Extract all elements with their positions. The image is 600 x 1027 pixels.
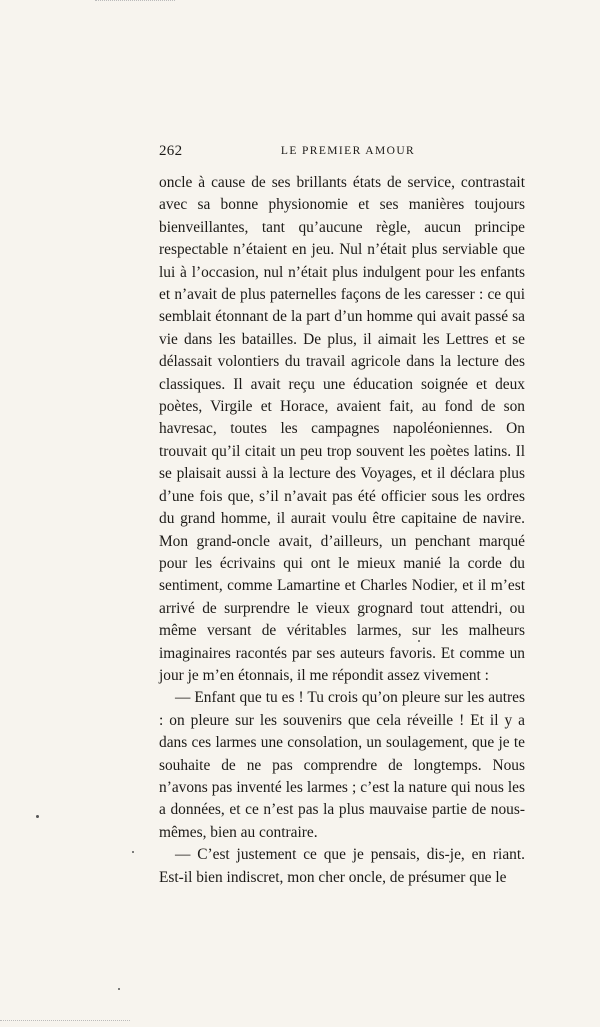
ink-speck (418, 640, 420, 642)
page-header (159, 143, 525, 163)
ink-speck (36, 815, 39, 818)
scan-edge-marks (95, 0, 175, 4)
ink-speck (118, 988, 120, 990)
page-number: 262 (159, 143, 183, 159)
ink-speck (132, 851, 134, 853)
paragraph-continuation: oncle à cause de ses brillants états de service, contrastait avec sa bonne physionomie et ses manières toujours bienveillantes, tant qu’aucune règle, aucun principe respectable n’étaient en jeu. Nul n’était plus serviable que lui à l’occasion, nul n’était plus indulgent pour les enfants et n’avait de plus paternelles façons de les caresser : ce qui semblait étonnant de la part d’un homme qui avait passé sa vie dans les batailles. De plus, il aimait les Lettres et se délassait volontiers du travail agricole dans la lecture des classiques. Il avait reçu une éducation soignée et deux poètes, Virgile et Horace, avaient fait, au fond de son havresac, toutes les campagnes napoléoniennes. On trouvait qu’il citait un peu trop souvent les poètes latins. Il se plaisait aussi à la lecture des Voyages, et il déclara plus d’une fois que, s’il n’avait pas été officier sous les ordres du grand homme, il aurait voulu être capitaine de navire. Mon grand-oncle avait, d’ailleurs, un penchant marqué pour les écrivains qui ont le mieux manié la corde du sentiment, comme Lamartine et Charles Nodier, et il m’est arrivé de surprendre le vieux grognard tout attendri, ou même versant de véritables larmes, sur les malheurs imaginaires racontés par ses auteurs favoris. Et comme un jour je m’en étonnais, il me répondit assez vivement : (159, 174, 525, 684)
scan-edge-marks (0, 1020, 130, 1023)
paragraph-reply: — C’est justement ce que je pensais, dis-je, en riant. Est-il bien indiscret, mon cher oncle, de présumer que le (159, 846, 525, 886)
paragraph-dialogue: — Enfant que tu es ! Tu crois qu’on pleure sur les autres : on pleure sur les souvenirs que cela réveille ! Et il y a dans ces larmes une consolation, un soulagement, que je te souhaite de ne pas comprendre de longtemps. Nous n’avons pas inventé les larmes ; c’est la nature qui nous les a données, et ce n’est pas la plus mauvaise partie de nous-mêmes, bien au contraire. (159, 689, 525, 841)
running-title: LE PREMIER AMOUR (280, 145, 416, 157)
body-text (159, 172, 525, 889)
